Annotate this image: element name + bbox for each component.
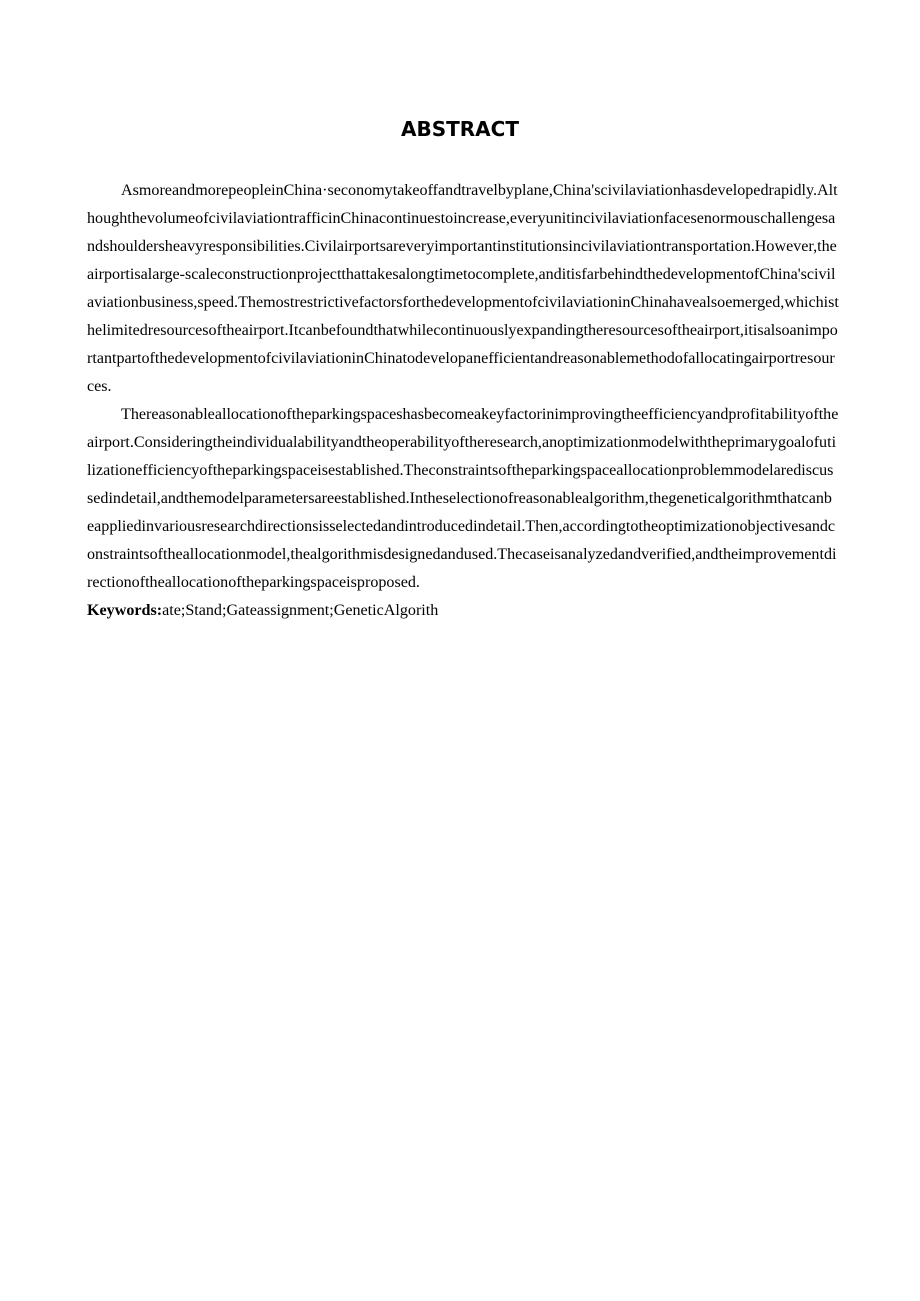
- abstract-paragraph-2: Thereasonableallocationoftheparkingspaceshasbecomeakeyfactorinimprovingtheefficiencyandprofitabilityoftheairport.Consideringtheindividualabilityandtheoperabilityoftheresearch,anoptimizationmodelwiththeprimarygoalofutilizationefficiencyoftheparkingspaceisestablished.Theconstraintsoftheparkingspaceallocationproblemmodelarediscussedindetail,andthemodelparametersareestablished.Intheselectionofreasonablealgorithm,thegeneticalgorithmthatcanbeappliedinvariousresearchdirectionsisselectedandintroducedindetail.Then,accordingtotheoptimizationobjectivesandconstraintsoftheallocationmodel,thealgorithmisdesignedandused.Thecaseisanalyzedandverified,andtheimprovementdirectionoftheallocationoftheparkingspaceisproposed.: [87, 406, 839, 591]
- abstract-paragraph-1: AsmoreandmorepeopleinChina·seconomytakeoffandtravelbyplane,China'scivilaviationhasdevelopedrapidly.AlthoughthevolumeofcivilaviationtrafficinChinacontinuestoincrease,everyunitincivilaviationfacesenormouschallengesandshouldersheavyresponsibilities.Civilairportsareveryimportantinstitutionsincivilaviationtransportation.However,theairportisalarge-scaleconstructionprojectthattakesalongtimetocomplete,anditisfarbehindthedevelopmentofChina'scivilaviationbusiness,speed.ThemostrestrictivefactorsforthedevelopmentofcivilaviationinChinahavealsoemerged,whichisthelimitedresourcesoftheairport.Itcanbefoundthatwhilecontinuouslyexpandingtheresourcesoftheairport,itisalsoanimportantpartofthedevelopmentofcivilaviationinChinatodevelopanefficientandreasonablemethodofallocatingairportresources.: [87, 182, 839, 395]
- abstract-title: ABSTRACT: [401, 117, 519, 141]
- keywords-value: ate;Stand;Gateassignment;GeneticAlgorith: [162, 602, 439, 619]
- keywords-label: Keywords:: [87, 602, 163, 619]
- keywords-line: [87, 597, 839, 625]
- abstract-body: [87, 177, 839, 625]
